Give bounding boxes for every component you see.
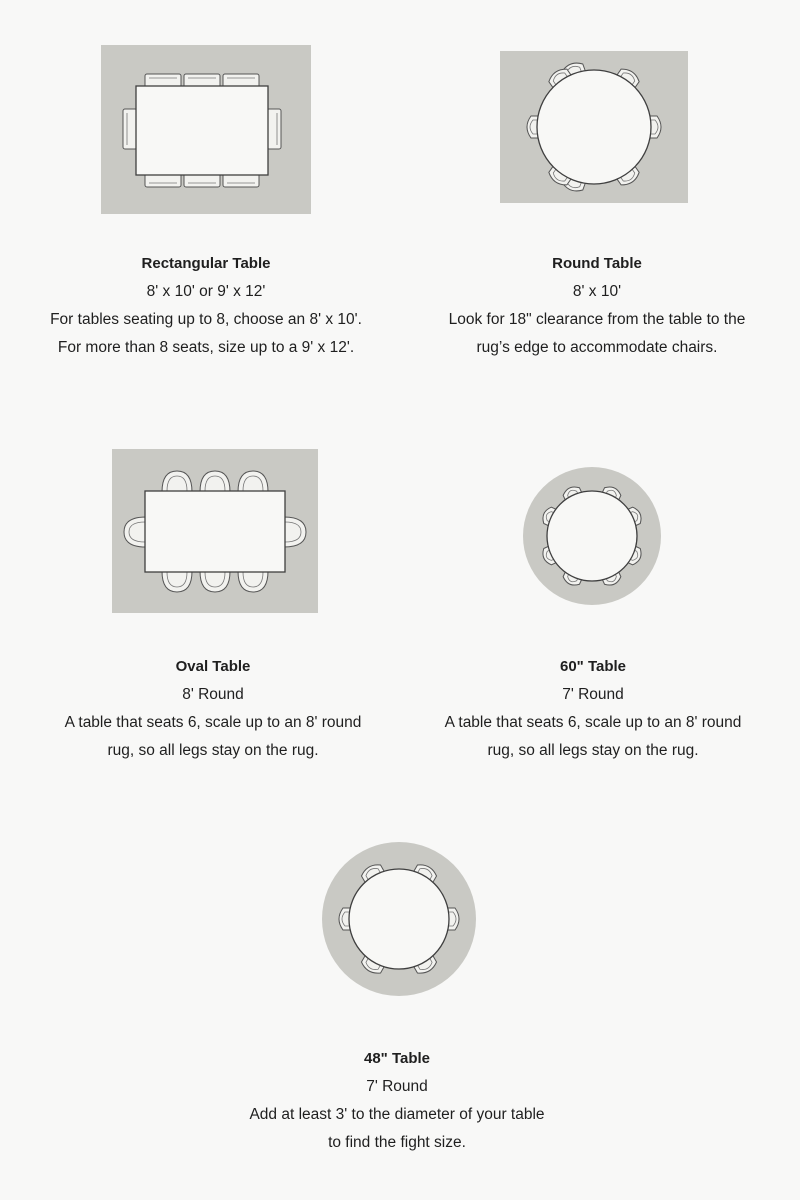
card-size: 7' Round (366, 1078, 428, 1095)
table-60-inch (547, 491, 637, 581)
card-description-line: For more than 8 seats, size up to a 9' x 12'. (57, 339, 355, 356)
card-size: 8' x 10' or 9' x 12' (146, 283, 266, 300)
card-title: Round Table (552, 255, 642, 272)
rectangular-table-diagram (101, 45, 311, 214)
card-description-line: rug, so all legs stay on the rug. (107, 742, 319, 759)
card-description-line: Add at least 3' to the diameter of your table (249, 1106, 545, 1123)
chair-right (267, 109, 281, 149)
caption-rectangular-table (0, 250, 412, 362)
card-title: Oval Table (175, 658, 251, 675)
card-size: 8' x 10' (572, 283, 622, 300)
card-description-line: A table that seats 6, scale up to an 8' round (444, 714, 742, 731)
oval-table-diagram (112, 449, 318, 613)
card-size: 7' Round (562, 686, 624, 703)
card-description-line: For tables seating up to 8, choose an 8' x 10'. (50, 311, 362, 328)
caption-round-table (394, 250, 800, 362)
table-48-inch (349, 869, 449, 969)
sixty-inch-table-diagram (523, 467, 661, 605)
round-table-diagram (500, 51, 688, 203)
table-round (537, 70, 651, 184)
caption-oval-table (10, 653, 416, 765)
card-size: 8' Round (182, 686, 244, 703)
card-title: 48" Table (363, 1050, 431, 1067)
table-oval (145, 491, 285, 572)
card-title: 60" Table (559, 658, 627, 675)
chair-left (123, 109, 137, 149)
card-description-line: A table that seats 6, scale up to an 8' round (64, 714, 362, 731)
card-description-line: Look for 18" clearance from the table to the (448, 311, 746, 328)
card-description-line: rug’s edge to accommodate chairs. (476, 339, 718, 356)
caption-48-inch-table (194, 1045, 600, 1157)
card-title: Rectangular Table (141, 255, 271, 272)
caption-60-inch-table (390, 653, 796, 765)
table-rectangular (136, 86, 268, 175)
card-description-line: to find the fight size. (328, 1134, 466, 1151)
forty-eight-inch-table-diagram (322, 842, 476, 996)
card-description-line: rug, so all legs stay on the rug. (487, 742, 699, 759)
